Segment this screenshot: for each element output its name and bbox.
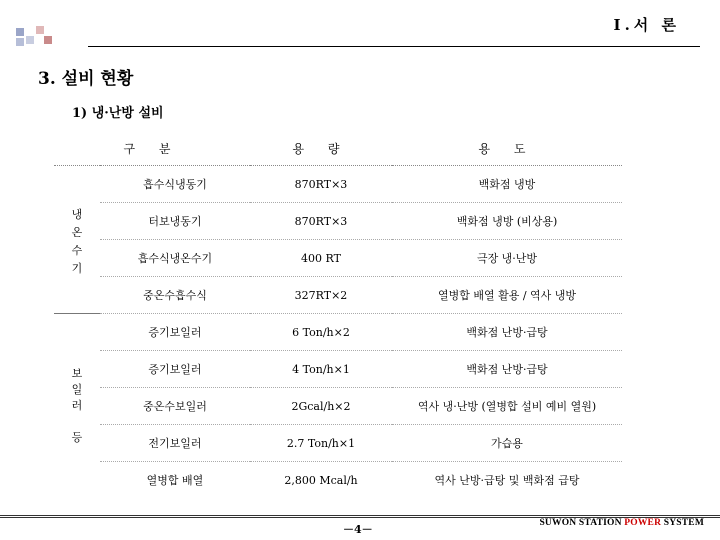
section-subtitle: 1) 냉·난방 설비 [72,106,164,121]
cell-capacity: 870RT×3 [294,177,348,191]
cell-capacity: 2Gcal/h×2 [250,388,392,425]
cell-capacity: 2,800 Mcal/h [250,462,392,499]
cell-usage: 백화점 난방·급탕 [392,351,622,388]
table-row [54,462,622,499]
group-label-boilers: 보 일 러 등 [54,314,100,499]
cell-capacity: 870RT×3 [250,203,392,240]
cell-usage: 백화점 난방·급탕 [392,314,622,351]
cell-name: 흡수식냉온수기 [100,240,250,277]
cell-usage: 열병합 배열 활용 / 역사 냉방 [392,277,622,314]
cell-name: 전기보일러 [100,425,250,462]
cell-usage: 역사 냉·난방 (열병합 설비 예비 열원) [392,388,622,425]
cell-name: 터보냉동기 [100,203,250,240]
decor-square [36,26,44,34]
equipment-table [54,131,622,498]
decor-square [44,36,52,44]
table-row [54,277,622,314]
brand-mark [539,518,704,528]
brand-text: SYSTEM [661,518,704,528]
table-row [54,351,622,388]
brand-power: POWER [624,518,662,528]
cell-capacity: 2.7 Ton/h×1 [250,425,392,462]
column-header-capacity: 용 량 [250,131,392,166]
group-label-chillers: 냉 온 수 기 [71,208,83,275]
cell-capacity: 4 Ton/h×1 [250,351,392,388]
table-row [54,203,622,240]
cell-capacity: 400 RT [250,240,392,277]
column-header-usage: 용 도 [392,131,622,166]
cell-usage: 가습용 [392,425,622,462]
cell-name: 중온수흡수식 [100,277,250,314]
table-header-row [54,131,622,166]
cell-capacity: 6 Ton/h×2 [250,314,392,351]
decor-square [16,28,24,36]
cell-name: 중온수보일러 [100,388,250,425]
cell-name: 증기보일러 [100,351,250,388]
cell-usage: 백화점 냉방 (비상용) [392,203,622,240]
decor-square [26,36,34,44]
brand-text: SUWON STATION [539,518,625,528]
cell-usage: 극장 냉·난방 [392,240,622,277]
table-row [54,314,622,351]
table-row [54,240,622,277]
cell-name: 증기보일러 [100,314,250,351]
section-label: I.서 론 [613,16,680,34]
cell-name: 열병합 배열 [100,462,250,499]
decor-square [16,38,24,46]
page-number: －4－ [343,523,373,536]
cell-capacity: 327RT×2 [250,277,392,314]
cell-usage: 역사 난방·급탕 및 백화점 급탕 [392,462,622,499]
page-title: 3. 설비 현황 [38,69,134,89]
table-row [54,425,622,462]
corner-decoration [16,12,76,60]
cell-name: 흡수식냉동기 [143,178,207,191]
table-row [54,166,622,203]
cell-usage: 백화점 냉방 [478,178,536,191]
header-rule [88,46,700,47]
table-row [54,388,622,425]
column-header-category: 구 분 [54,131,250,166]
